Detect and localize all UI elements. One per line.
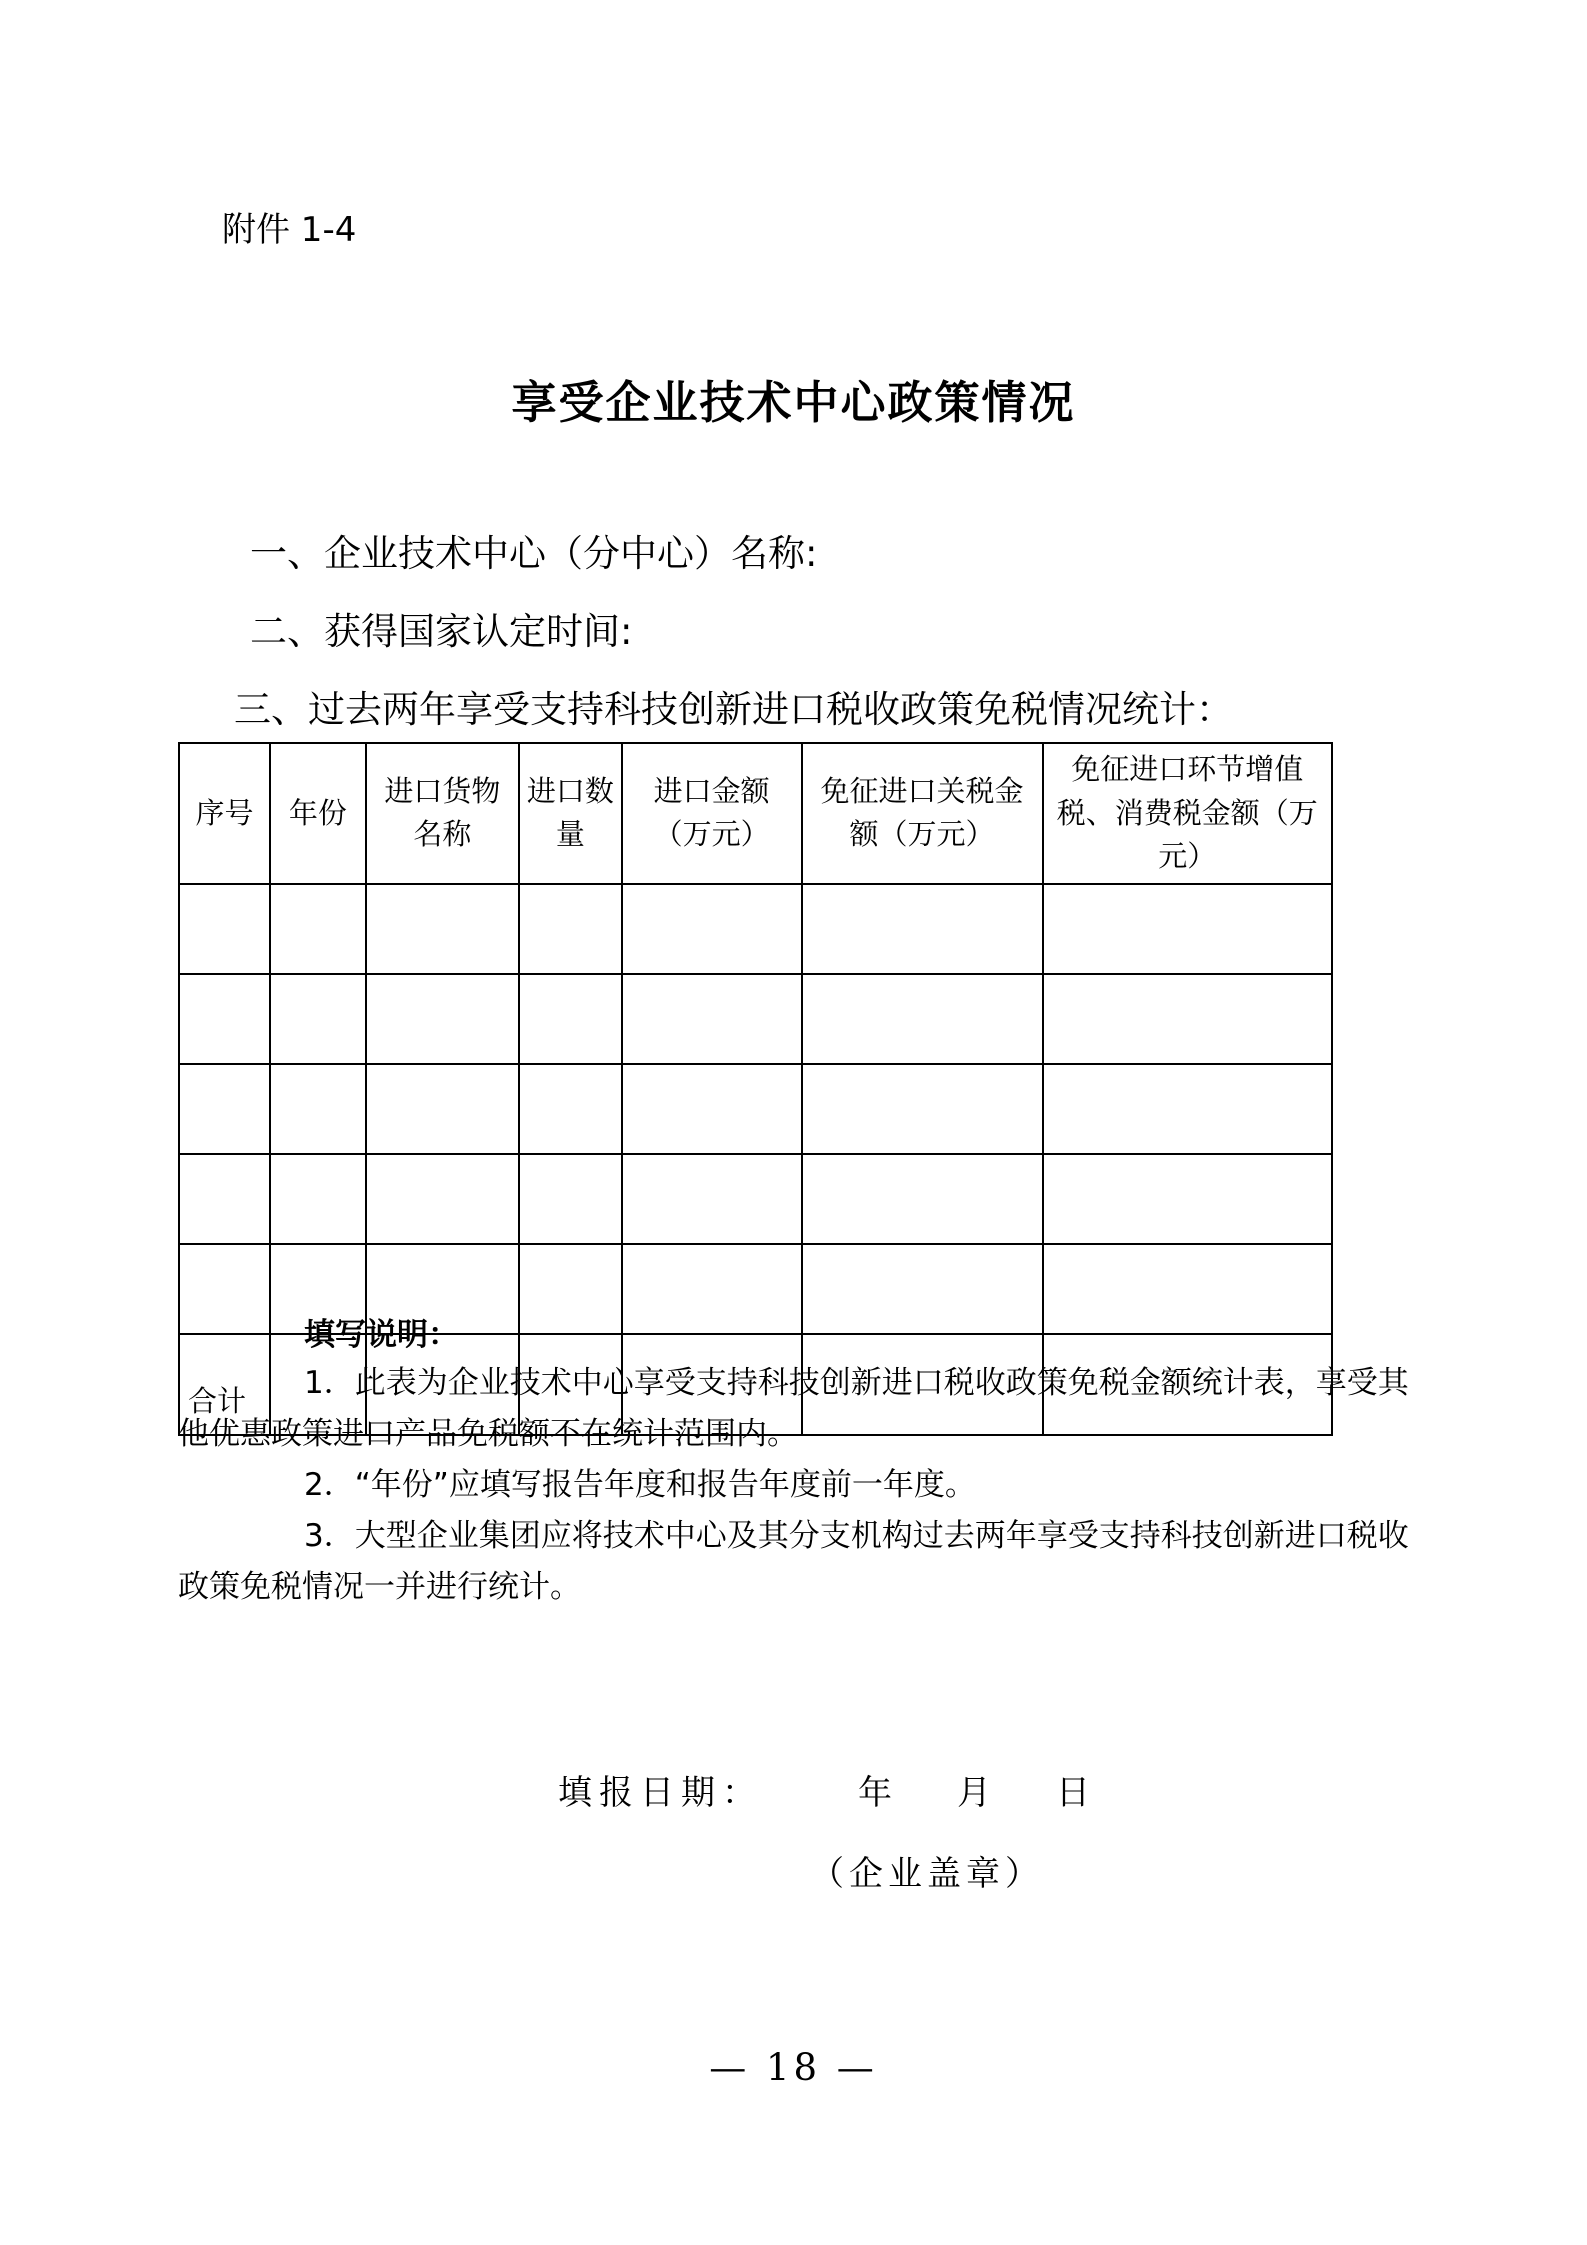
column-header-year: 年份 (270, 743, 366, 884)
table-cell (1043, 1064, 1332, 1154)
date-unit-day: 日 (1056, 1773, 1097, 1813)
table-cell (802, 1064, 1043, 1154)
column-header-import-amount: 进口金额（万元） (622, 743, 802, 884)
section-item-tax-exemption-statistics-suffix: 计： (1159, 688, 1233, 731)
table-cell (270, 1154, 366, 1244)
table-cell (179, 974, 270, 1064)
table-cell (179, 1064, 270, 1154)
fill-date-line (558, 1765, 1097, 1814)
column-header-goods-name: 进口货物名称 (366, 743, 519, 884)
table-cell (1043, 974, 1332, 1064)
date-unit-year: 年 (858, 1773, 899, 1813)
page-number: — 18 — (709, 2046, 878, 2089)
table-cell (519, 974, 622, 1064)
section-item-center-name-text: 一、企业技术中心（分中心）名称: (250, 532, 818, 575)
table-header-row (179, 743, 1332, 884)
table-cell (179, 884, 270, 974)
section-item-recognition-time-text: 二、获得国家认定时间: (250, 610, 633, 653)
filling-instruction-item-1: 1．此表为企业技术中心享受支持科技创新进口税收政策免税金额统计表，享受其他优惠政策进口产品免税额不在统计范围内。 (178, 1365, 1409, 1452)
section-list (178, 530, 1428, 734)
table-cell (622, 974, 802, 1064)
column-header-tariff-exempt-amount: 免征进口关税金额（万元） (802, 743, 1043, 884)
table-row (179, 974, 1332, 1064)
table-cell (1043, 884, 1332, 974)
table-cell (366, 1064, 519, 1154)
table-cell (519, 884, 622, 974)
filling-instruction-item-3: 3．大型企业集团应将技术中心及其分支机构过去两年享受支持科技创新进口税收政策免税情况一并进行统计。 (178, 1518, 1409, 1605)
table-cell (519, 1154, 622, 1244)
column-header-import-quantity: 进口数量 (519, 743, 622, 884)
total-row-label: 合计 (179, 1334, 270, 1435)
table-cell (1043, 1154, 1332, 1244)
section-item-tax-exemption-statistics-text: 三、过去两年享受支持科技创新进口税收政策免税情况统 (234, 688, 1159, 731)
table-row (179, 1154, 1332, 1244)
table-cell (622, 1064, 802, 1154)
company-stamp-label: （企业盖章） (810, 1854, 1044, 1894)
table-cell (270, 884, 366, 974)
table-cell (366, 884, 519, 974)
filling-instruction-item-2: 2．“年份”应填写报告年度和报告年度前一年度。 (304, 1467, 976, 1503)
table-cell (179, 1154, 270, 1244)
table-cell (622, 884, 802, 974)
signature-block (558, 1765, 1097, 1895)
table-row (179, 1064, 1332, 1154)
table-cell (366, 1154, 519, 1244)
fill-date-label: 填报日期： (558, 1773, 763, 1813)
table-cell (802, 974, 1043, 1064)
table-cell (270, 974, 366, 1064)
table-cell (802, 884, 1043, 974)
table-cell (519, 1064, 622, 1154)
table-cell (622, 1154, 802, 1244)
section-item-recognition-time (178, 608, 1428, 656)
column-header-serial-number: 序号 (179, 743, 270, 884)
filling-instructions (178, 1312, 1418, 1613)
table-row (179, 884, 1332, 974)
attachment-label: 附件 1-4 (222, 210, 357, 250)
date-unit-month: 月 (957, 1773, 998, 1813)
filling-instructions-heading: 填写说明： (304, 1317, 459, 1353)
table-cell (270, 1064, 366, 1154)
column-header-vat-exempt-amount: 免征进口环节增值税、消费税金额（万元） (1043, 743, 1332, 884)
page-title: 享受企业技术中心政策情况 (511, 376, 1076, 429)
table-cell (802, 1154, 1043, 1244)
section-item-center-name (178, 530, 1428, 578)
table-cell (366, 974, 519, 1064)
section-item-tax-exemption-statistics (178, 686, 1428, 734)
